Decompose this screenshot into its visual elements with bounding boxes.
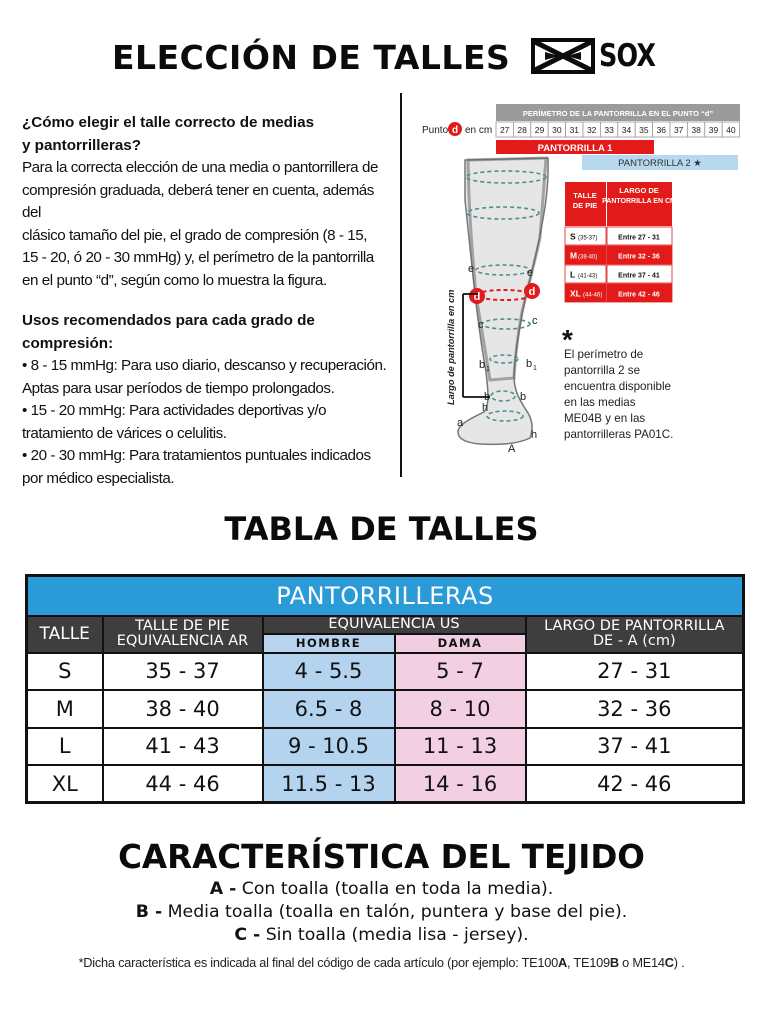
mini-col1-l2: DE PIE	[572, 201, 598, 210]
fabric-key: A -	[209, 879, 237, 899]
intro-line: Para la correcta elección de una media o pantorrillera de	[22, 159, 378, 176]
footnote-text: *Dicha característica es indicada al final del código de cada artículo (por ejemplo: TE100	[78, 955, 559, 970]
cm-value: 31	[569, 125, 580, 135]
cell-hombre: 6.5 - 8	[263, 690, 395, 728]
intro-line: compresión graduada, deberá tener en cuenta, además del	[22, 181, 374, 221]
note-line: pantorrilla 2 se	[564, 363, 641, 377]
note-line: en las medias	[564, 395, 636, 409]
header-talle-pie-l2: EQUIVALENCIA AR	[116, 633, 249, 649]
table-row	[27, 690, 744, 728]
cm-value: 32	[586, 125, 597, 135]
fabric-text: Sin toalla (media lisa - jersey).	[260, 925, 529, 945]
label-b1-right: b	[526, 358, 533, 370]
note-line: pantorrilleras PA01C.	[564, 427, 674, 441]
uses-line: por médico especialista.	[22, 469, 175, 487]
cell-ar: 38 - 40	[103, 690, 263, 728]
intro-line: en el punto “d”, según como lo muestra la figura.	[22, 271, 327, 289]
punto-suffix: en cm	[465, 125, 493, 136]
mini-col2-l2: PANTORRILLA EN CM	[602, 198, 676, 205]
label-b1-left: b	[479, 359, 486, 371]
label-d-right: d	[528, 286, 536, 298]
mini-row-length: Entre 42 - 46	[618, 291, 660, 299]
cell-dama: 8 - 10	[395, 690, 526, 728]
table-row	[27, 653, 744, 691]
footnote-text: o ME14	[618, 955, 665, 970]
note-line: El perímetro de	[564, 348, 644, 361]
label-c-left: c	[478, 319, 484, 331]
label-c-right: c	[532, 315, 538, 327]
size-table-title: TABLA DE TALLES	[224, 510, 539, 548]
mini-row-length: Entre 27 - 31	[618, 234, 660, 242]
cell-hombre: 4 - 5.5	[263, 653, 395, 691]
mini-col2-l1: LARGO DE	[619, 186, 659, 195]
cell-largo: 37 - 41	[526, 728, 744, 766]
pantorrilla-2-note	[564, 347, 714, 442]
fabric-item-a	[0, 878, 763, 902]
cm-value: 40	[726, 125, 736, 135]
header-largo	[526, 616, 744, 653]
mini-row-range: (44-46)	[583, 292, 603, 299]
mini-row-range: (35-37)	[578, 235, 598, 242]
header-talle-pie-l1: TALLE DE PIE	[135, 618, 230, 634]
fabric-item-c	[0, 924, 763, 948]
intro-text-block	[22, 112, 392, 490]
sox-logo	[531, 38, 659, 76]
cell-largo: 42 - 46	[526, 765, 744, 803]
vertical-divider	[400, 93, 402, 477]
header-talle: TALLE	[27, 616, 103, 653]
label-A: A	[508, 443, 516, 455]
header-largo-l2: DE - A (cm)	[592, 633, 676, 649]
cell-talle: L	[27, 728, 103, 766]
label-h-left: h	[482, 402, 489, 414]
pantorrilla-1-label: PANTORRILLA 1	[537, 143, 613, 154]
mini-row-size: S	[570, 231, 576, 242]
cm-scale-row	[496, 122, 740, 137]
footnote-text: , TE109	[567, 955, 610, 970]
mini-row-size: M	[570, 250, 578, 261]
note-line: ME04B y en las	[564, 411, 646, 425]
cm-value: 34	[621, 125, 632, 135]
header-hombre: HOMBRE	[263, 634, 395, 653]
header-equiv-us: EQUIVALENCIA US	[263, 616, 526, 634]
cell-ar: 44 - 46	[103, 765, 263, 803]
label-d-left: d	[473, 291, 481, 303]
intro-line: clásico tamaño del pie, el grado de compresión (8 - 15,	[22, 226, 368, 244]
label-b1-right-sub: 1	[533, 365, 537, 372]
punto-prefix: Punto	[422, 125, 449, 136]
intro-line: 15 - 20, ó 20 - 30 mmHg) y, el perímetro de la pantorrilla	[22, 249, 374, 266]
intro-question-line-1: ¿Cómo elegir el talle correcto de medias	[22, 114, 315, 131]
fabric-key: B -	[135, 902, 163, 922]
footnote-text: ) .	[673, 955, 685, 970]
logo-text: SOX	[599, 38, 656, 74]
cell-talle: XL	[27, 765, 103, 803]
mini-col1-l1: TALLE	[573, 191, 597, 200]
mini-row-length: Entre 32 - 36	[618, 253, 660, 261]
cell-dama: 5 - 7	[395, 653, 526, 691]
footnote-c: C	[664, 955, 674, 970]
mini-table-rows	[565, 227, 672, 302]
perimeter-header-text: PERÍMETRO DE LA PANTORRILLA EN EL PUNTO “d”	[522, 109, 714, 118]
mini-row-size: XL	[570, 288, 581, 299]
cell-largo: 32 - 36	[526, 690, 744, 728]
pantorrilla-2-label: PANTORRILLA 2 ★	[618, 158, 702, 169]
label-b-right: b	[520, 391, 527, 403]
cell-talle: M	[27, 690, 103, 728]
size-table	[25, 574, 745, 804]
header-largo-l1: LARGO DE PANTORRILLA	[544, 618, 725, 634]
uses-line: • 20 - 30 mmHg: Para tratamientos puntuales indicados	[22, 447, 371, 464]
label-b-left: b	[484, 391, 491, 403]
note-line: encuentra disponible	[564, 379, 671, 393]
header-talle-pie	[103, 616, 263, 653]
cell-talle: S	[27, 653, 103, 691]
mini-row-range: (41-43)	[578, 273, 598, 280]
table-row	[27, 728, 744, 766]
fabric-key: C -	[234, 925, 261, 945]
header-dama: DAMA	[395, 634, 526, 653]
cm-value: 27	[499, 125, 510, 135]
cell-dama: 14 - 16	[395, 765, 526, 803]
cm-value: 39	[708, 125, 719, 135]
label-e-right: e	[527, 267, 534, 279]
label-a: a	[457, 417, 464, 429]
fabric-footnote	[0, 955, 763, 970]
punto-letter: d	[451, 125, 459, 136]
note-star: *	[562, 324, 573, 355]
mini-row-size: L	[570, 269, 576, 280]
uses-line: • 8 - 15 mmHg: Para uso diario, descanso y recuperación.	[22, 357, 387, 374]
table-banner: PANTORRILLERAS	[27, 576, 744, 616]
cell-ar: 35 - 37	[103, 653, 263, 691]
uses-line: tratamiento de várices o celulitis.	[22, 424, 227, 442]
label-b1-left-sub: 1	[486, 366, 490, 373]
cm-value: 37	[673, 125, 684, 135]
mini-row-range: (38-40)	[578, 254, 598, 261]
cell-dama: 11 - 13	[395, 728, 526, 766]
cell-hombre: 9 - 10.5	[263, 728, 395, 766]
fabric-text: Media toalla (toalla en talón, puntera y base del pie).	[162, 902, 628, 922]
uses-line: Aptas para usar períodos de tiempo prolongados.	[22, 379, 335, 397]
cm-value: 36	[656, 125, 667, 135]
cm-value: 38	[691, 125, 701, 135]
intro-question-line-2: y pantorrilleras?	[22, 136, 142, 154]
cm-value: 28	[517, 125, 527, 135]
cm-value: 29	[534, 125, 545, 135]
fabric-item-b	[0, 901, 763, 925]
footnote-b: B	[609, 955, 619, 970]
fabric-text: Con toalla (toalla en toda la media).	[236, 879, 554, 899]
cm-value: 30	[552, 125, 562, 135]
cm-value: 33	[604, 125, 614, 135]
cm-value: 35	[639, 125, 649, 135]
mini-row-length: Entre 37 - 41	[618, 272, 660, 280]
label-e-left: e	[468, 263, 475, 275]
table-row	[27, 765, 744, 803]
label-h-right: h	[531, 429, 538, 441]
uses-line: • 15 - 20 mmHg: Para actividades deportivas y/o	[22, 402, 327, 419]
cell-largo: 27 - 31	[526, 653, 744, 691]
vertical-measure-label: Largo de pantorrilla en cm	[446, 289, 456, 405]
page-title: ELECCIÓN DE TALLES	[112, 38, 511, 77]
fabric-title: CARACTERÍSTICA DEL TEJIDO	[118, 838, 645, 876]
uses-title-line-1: Usos recomendados para cada grado de	[22, 312, 315, 329]
uses-title-line-2: compresión:	[22, 334, 114, 352]
footnote-a: A	[558, 955, 568, 970]
sox-logo-icon	[531, 38, 595, 74]
cell-hombre: 11.5 - 13	[263, 765, 395, 803]
size-table-body	[27, 653, 744, 803]
cell-ar: 41 - 43	[103, 728, 263, 766]
